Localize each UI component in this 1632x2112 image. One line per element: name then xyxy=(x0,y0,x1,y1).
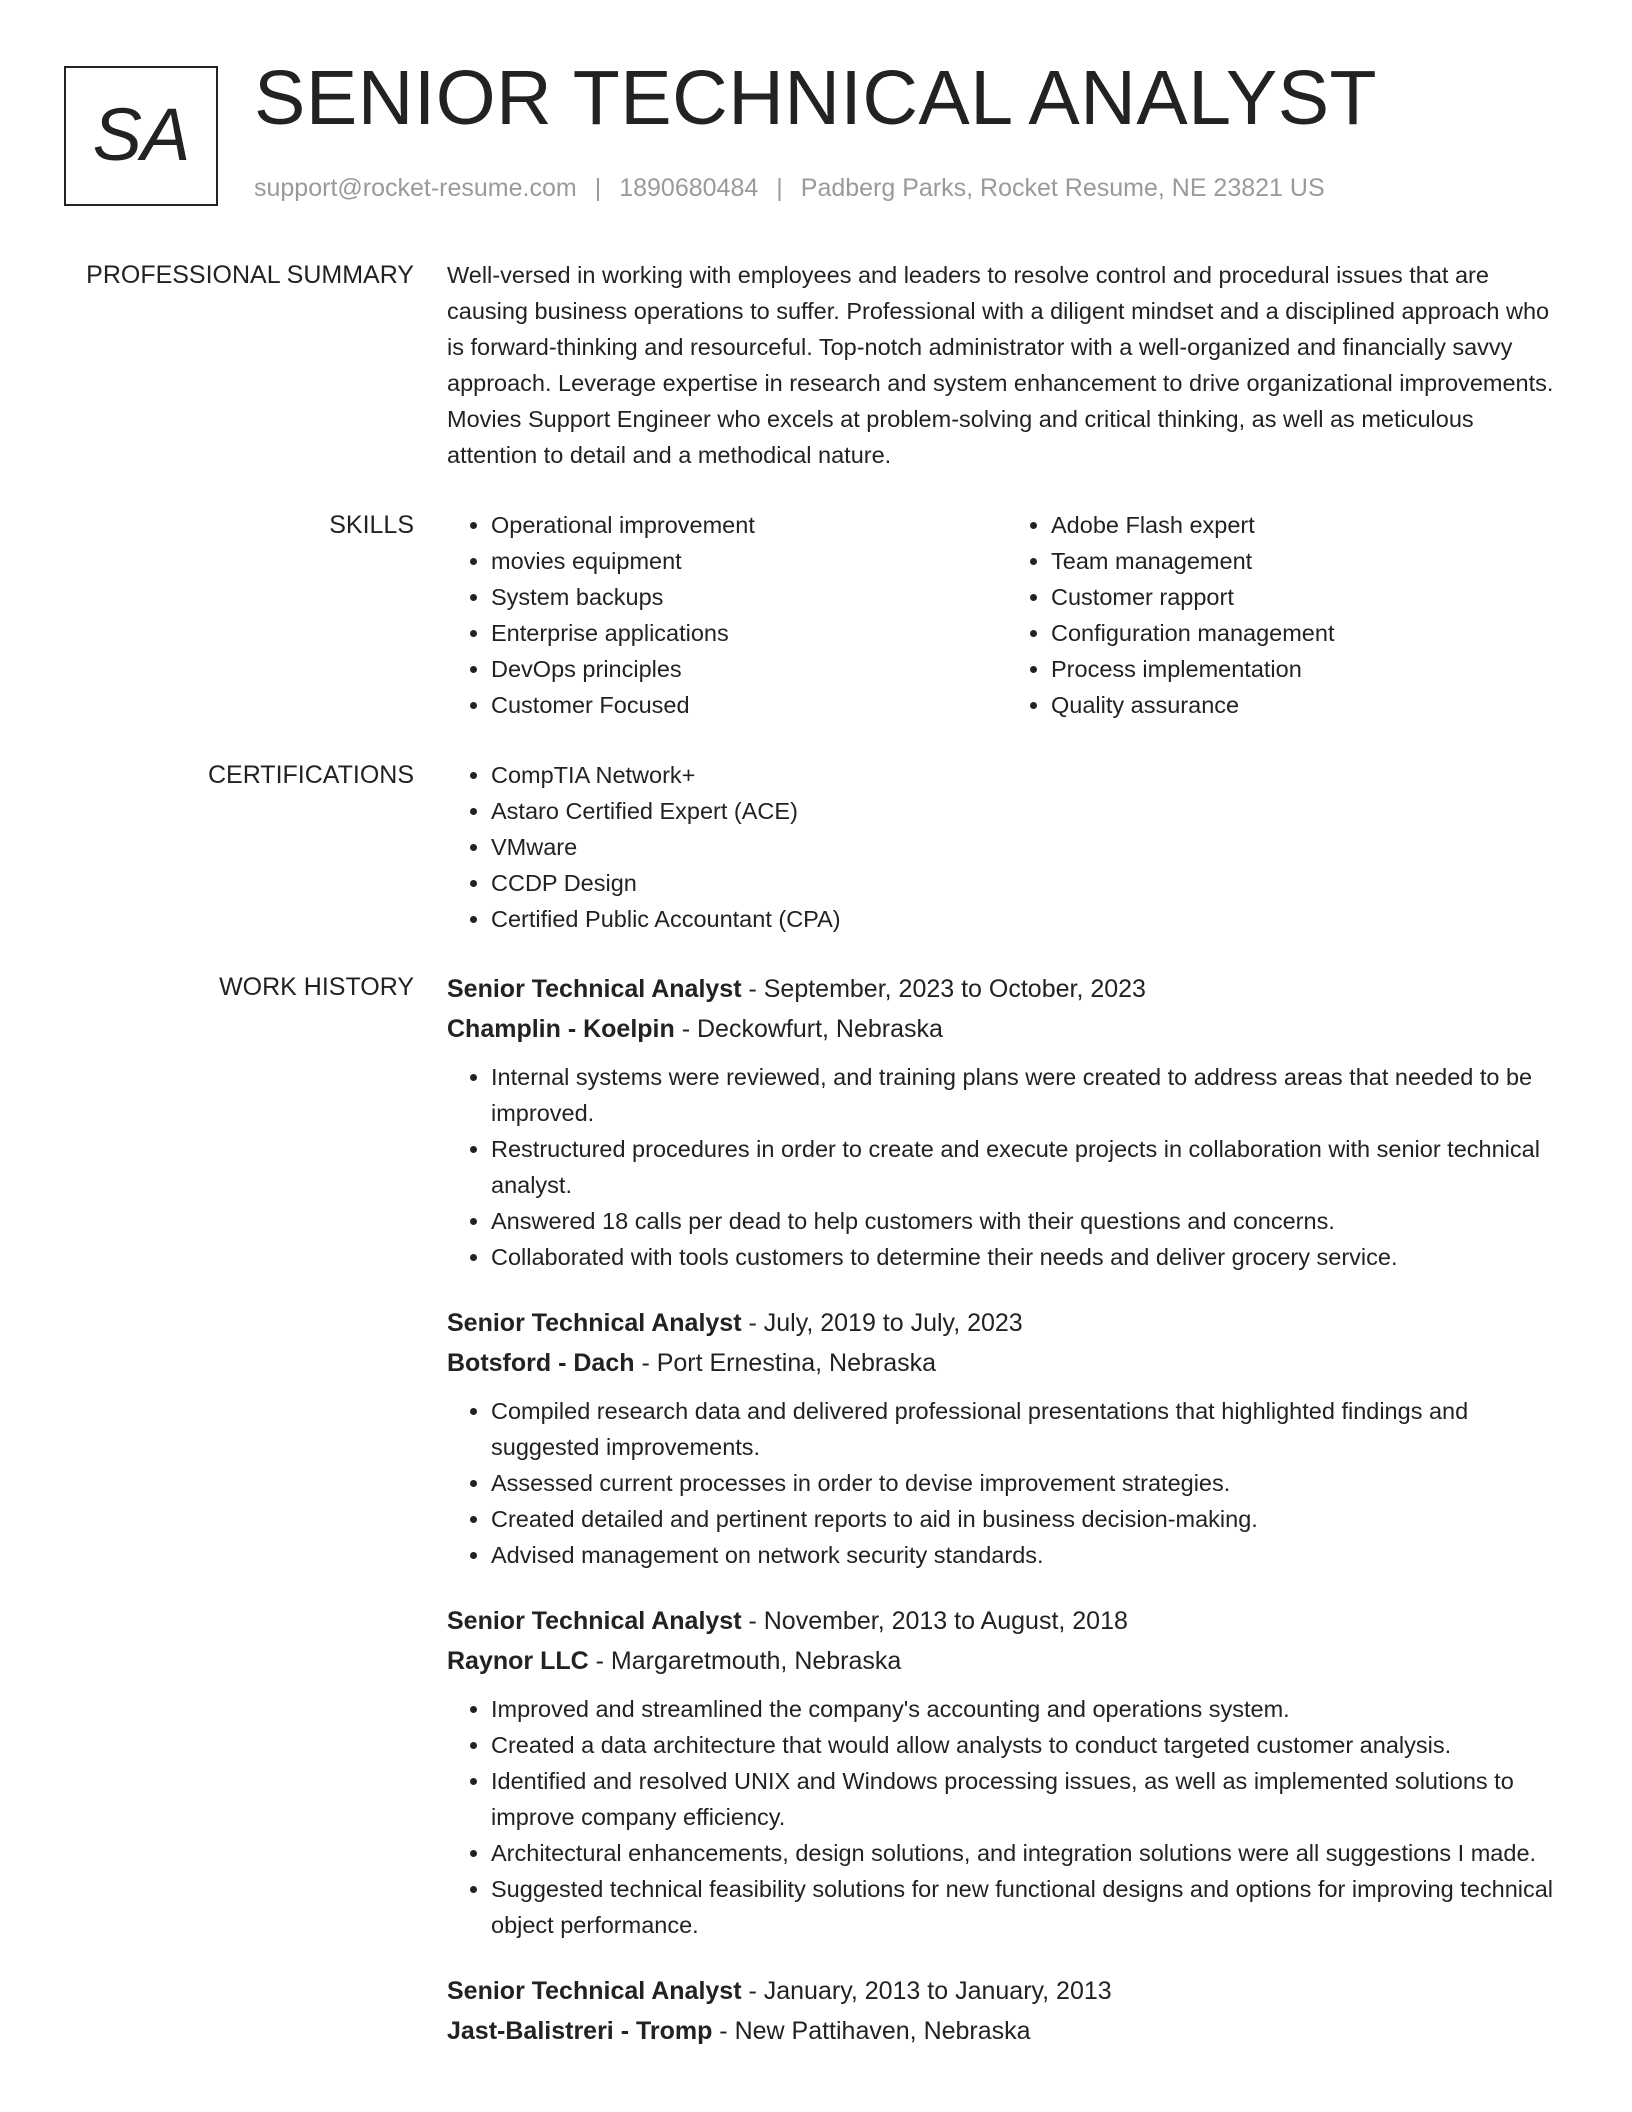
job-company: Champlin - Koelpin xyxy=(447,1015,675,1043)
certifications-list xyxy=(447,757,1567,937)
monogram-text: SA xyxy=(92,92,190,176)
list-item: • Certified Public Accountant (CPA) xyxy=(491,901,1567,937)
skills-body xyxy=(447,507,1567,723)
job-company: Botsford - Dach xyxy=(447,1349,635,1377)
job-location: - Margaretmouth, Nebraska xyxy=(588,1647,902,1675)
skills-list-right xyxy=(1007,507,1567,723)
job-dates: - September, 2023 to October, 2023 xyxy=(741,975,1146,1003)
list-item: • Created detailed and pertinent reports to aid in business decision-making. xyxy=(491,1501,1567,1537)
list-item: • Process implementation xyxy=(1051,651,1567,687)
certifications-body xyxy=(447,757,1567,937)
job-role: Senior Technical Analyst xyxy=(447,1977,742,2005)
list-item: • Adobe Flash expert xyxy=(1051,507,1567,543)
section-label: CERTIFICATIONS xyxy=(207,761,414,789)
job-location: - Deckowfurt, Nebraska xyxy=(674,1015,943,1043)
list-item: • Assessed current processes in order to devise improvement strategies. xyxy=(491,1465,1567,1501)
job-dates: - January, 2013 to January, 2013 xyxy=(741,1977,1112,2005)
contact-line xyxy=(254,174,1325,203)
list-item: • Customer Focused xyxy=(491,687,1007,723)
list-item: • Internal systems were reviewed, and training plans were created to address areas that needed to be improved. xyxy=(491,1059,1567,1131)
skills-list-left xyxy=(447,507,1007,723)
list-item: • Created a data architecture that would allow analysts to conduct targeted customer analysis. xyxy=(491,1727,1567,1763)
summary-body xyxy=(447,257,1567,473)
contact-email[interactable]: support@rocket-resume.com xyxy=(254,174,577,202)
job-entry xyxy=(447,969,1567,1275)
list-item: • VMware xyxy=(491,829,1567,865)
job-entry xyxy=(447,1303,1567,1573)
job-bullets xyxy=(447,1059,1567,1275)
list-item: • Improved and streamlined the company's accounting and operations system. xyxy=(491,1691,1567,1727)
job-entry xyxy=(447,1971,1567,2051)
list-item: • Astaro Certified Expert (ACE) xyxy=(491,793,1567,829)
contact-address: Padberg Parks, Rocket Resume, NE 23821 US xyxy=(800,174,1325,202)
job-role: Senior Technical Analyst xyxy=(447,1607,742,1635)
job-location: - Port Ernestina, Nebraska xyxy=(634,1349,937,1377)
list-item: • DevOps principles xyxy=(491,651,1007,687)
list-item: • movies equipment xyxy=(491,543,1007,579)
contact-separator: | xyxy=(776,174,783,202)
list-item: • Advised management on network security standards. xyxy=(491,1537,1567,1573)
job-entry xyxy=(447,1601,1567,1943)
job-title-line xyxy=(447,1303,1567,1343)
job-title-line xyxy=(447,1971,1567,2011)
list-item: • Team management xyxy=(1051,543,1567,579)
list-item: • Collaborated with tools customers to determine their needs and deliver grocery service. xyxy=(491,1239,1567,1275)
list-item: • System backups xyxy=(491,579,1007,615)
job-company-line xyxy=(447,1009,1567,1049)
section-label: PROFESSIONAL SUMMARY xyxy=(86,261,414,289)
list-item: • Compiled research data and delivered professional presentations that highlighted findings and suggested improvements. xyxy=(491,1393,1567,1465)
contact-phone[interactable]: 1890680484 xyxy=(619,174,759,202)
section-label: WORK HISTORY xyxy=(219,973,414,1001)
job-dates: - July, 2019 to July, 2023 xyxy=(741,1309,1023,1337)
job-title-line xyxy=(447,1601,1567,1641)
resume-title: SENIOR TECHNICAL ANALYST xyxy=(254,55,1378,141)
list-item: • Enterprise applications xyxy=(491,615,1007,651)
job-bullets xyxy=(447,1691,1567,1943)
list-item: • Answered 18 calls per dead to help customers with their questions and concerns. xyxy=(491,1203,1567,1239)
list-item: • Suggested technical feasibility solutions for new functional designs and options for improving technical object performance. xyxy=(491,1871,1567,1943)
job-bullets xyxy=(447,1393,1567,1573)
summary-text: Well-versed in working with employees and leaders to resolve control and procedural issues that are causing business operations to suffer. Professional with a diligent mindset and a disciplined approach who is forward-thinking and resourceful. Top-notch administrator with a well-organized and financially savvy approach. Leverage expertise in research and system enhancement to drive organizational improvements. Movies Support Engineer who excels at problem-solving and critical thinking, as well as meticulous attention to detail and a methodical nature. xyxy=(447,262,1554,468)
work-history-body xyxy=(447,969,1567,2079)
list-item: • Configuration management xyxy=(1051,615,1567,651)
list-item: • Restructured procedures in order to create and execute projects in collaboration with senior technical analyst. xyxy=(491,1131,1567,1203)
list-item: • Quality assurance xyxy=(1051,687,1567,723)
list-item: • Operational improvement xyxy=(491,507,1007,543)
list-item: • CompTIA Network+ xyxy=(491,757,1567,793)
job-location: - New Pattihaven, Nebraska xyxy=(712,2017,1031,2045)
job-role: Senior Technical Analyst xyxy=(447,1309,742,1337)
section-label: SKILLS xyxy=(329,511,414,539)
list-item: • Customer rapport xyxy=(1051,579,1567,615)
job-role: Senior Technical Analyst xyxy=(447,975,742,1003)
job-company-line xyxy=(447,2011,1567,2051)
list-item: • Architectural enhancements, design solutions, and integration solutions were all suggestions I made. xyxy=(491,1835,1567,1871)
list-item: • CCDP Design xyxy=(491,865,1567,901)
list-item: • Identified and resolved UNIX and Windows processing issues, as well as implemented solutions to improve company efficiency. xyxy=(491,1763,1567,1835)
job-title-line xyxy=(447,969,1567,1009)
contact-separator: | xyxy=(594,174,602,202)
job-company-line xyxy=(447,1641,1567,1681)
job-company-line xyxy=(447,1343,1567,1383)
monogram-logo xyxy=(64,66,218,206)
job-company: Jast-Balistreri - Tromp xyxy=(447,2017,713,2045)
job-company: Raynor LLC xyxy=(447,1647,589,1675)
job-dates: - November, 2013 to August, 2018 xyxy=(741,1607,1128,1635)
